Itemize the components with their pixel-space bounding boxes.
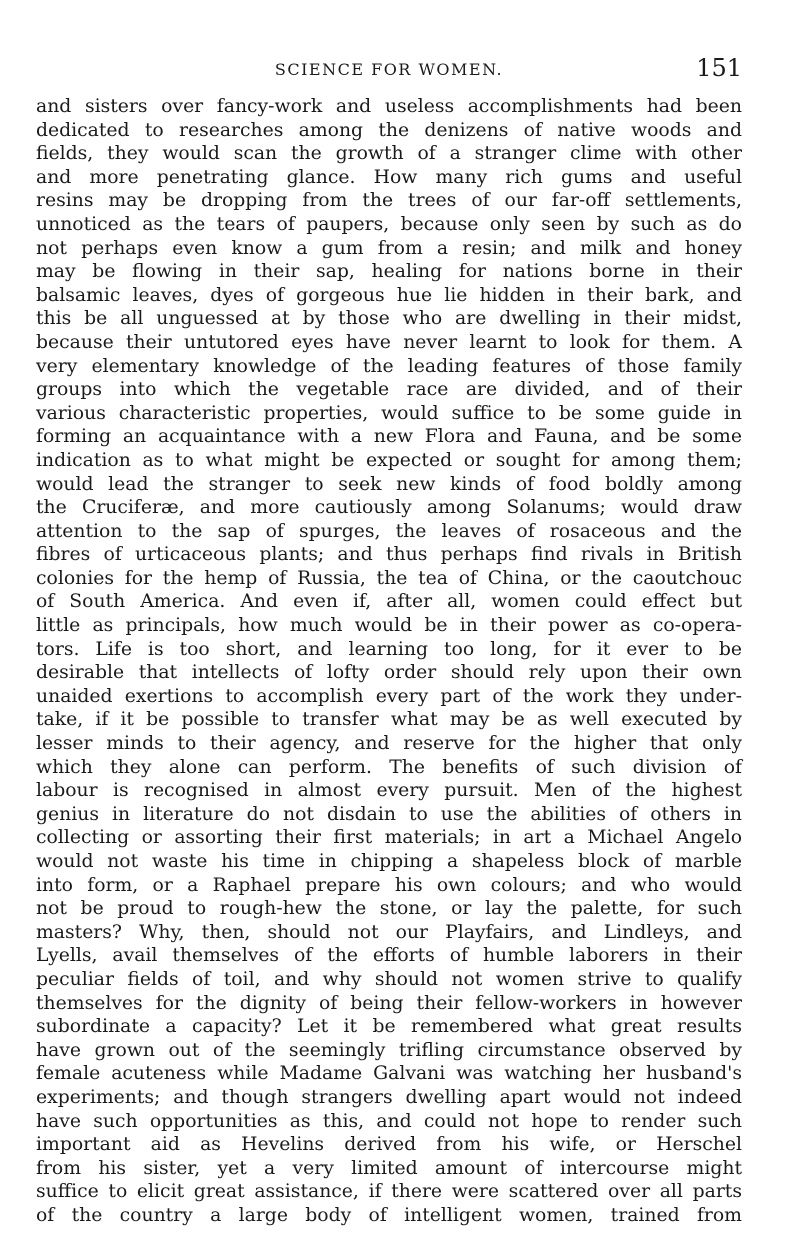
- text-line: because their untutored eyes have never learnt to look for them. A: [36, 331, 742, 353]
- text-line: fields, they would scan the growth of a stranger clime with other: [36, 143, 742, 165]
- text-line: genius in literature do not disdain to use the abilities of others in: [36, 803, 742, 825]
- text-line: important aid as Hevelins derived from his wife, or Herschel: [36, 1134, 742, 1156]
- text-line: resins may be dropping from the trees of our far-off settlements,: [36, 190, 742, 212]
- text-line: this be all unguessed at by those who are dwelling in their midst,: [36, 308, 742, 330]
- text-line: may be flowing in their sap, healing for nations borne in their: [36, 261, 742, 283]
- text-line: forming an acquaintance with a new Flora and Fauna, and be some: [36, 426, 742, 448]
- text-line: of South America. And even if, after all, women could effect but: [36, 591, 742, 613]
- text-line: little as principals, how much would be in their power as co-opera-: [36, 615, 742, 637]
- text-line: collecting or assorting their first materials; in art a Michael Angelo: [36, 827, 742, 849]
- text-line: masters? Why, then, should not our Playfairs, and Lindleys, and: [36, 921, 742, 943]
- text-line: Lyells, avail themselves of the efforts of humble laborers in their: [36, 945, 742, 967]
- text-line: take, if it be possible to transfer what may be as well executed by: [36, 709, 742, 731]
- text-line: and more penetrating glance. How many rich gums and useful: [36, 166, 742, 188]
- running-title: SCIENCE FOR WOMEN.: [274, 60, 504, 79]
- text-line: the Cruciferæ, and more cautiously among Solanums; would draw: [36, 497, 742, 519]
- text-line: fibres of urticaceous plants; and thus perhaps find rivals in British: [36, 544, 742, 566]
- text-line: have such opportunities as this, and could not hope to render such: [36, 1110, 742, 1132]
- text-line: unnoticed as the tears of paupers, because only seen by such as do: [36, 213, 742, 235]
- text-line: indication as to what might be expected or sought for among them;: [36, 449, 742, 471]
- text-line: not perhaps even know a gum from a resin; and milk and honey: [36, 237, 742, 259]
- text-line: various characteristic properties, would suffice to be some guide in: [36, 402, 742, 424]
- text-line: experiments; and though strangers dwelling apart would not indeed: [36, 1086, 742, 1108]
- text-line: balsamic leaves, dyes of gorgeous hue lie hidden in their bark, and: [36, 284, 742, 306]
- text-line: colonies for the hemp of Russia, the tea of China, or the caoutchouc: [36, 567, 742, 589]
- text-line: dedicated to researches among the denizens of native woods and: [36, 119, 742, 141]
- text-line: attention to the sap of spurges, the leaves of rosaceous and the: [36, 520, 742, 542]
- page-number: 151: [696, 54, 742, 82]
- text-line: and sisters over fancy-work and useless accomplishments had been: [36, 96, 742, 117]
- text-line: would not waste his time in chipping a shapeless block of marble: [36, 851, 742, 872]
- text-line: into form, or a Raphael prepare his own colours; and who would: [36, 874, 742, 896]
- text-line: desirable that intellects of lofty order should rely upon their own: [36, 662, 742, 684]
- text-line: not be proud to rough-hew the stone, or lay the palette, for such: [36, 898, 742, 920]
- text-line: suffice to elicit great assistance, if there were scattered over all parts: [36, 1181, 742, 1203]
- text-line: lesser minds to their agency, and reserve for the higher that only: [36, 733, 742, 755]
- text-line: themselves for the dignity of being their fellow-workers in however: [36, 992, 742, 1014]
- text-line: of the country a large body of intelligent women, trained from: [36, 1204, 742, 1226]
- text-line: very elementary knowledge of the leading features of those family: [36, 355, 742, 377]
- text-line: from his sister, yet a very limited amount of intercourse might: [36, 1157, 742, 1179]
- text-line: which they alone can perform. The benefits of such division of: [36, 756, 742, 778]
- running-header: [36, 54, 742, 86]
- text-line: labour is recognised in almost every pursuit. Men of the highest: [36, 780, 742, 802]
- text-line: have grown out of the seemingly trifling circumstance observed by: [36, 1039, 742, 1061]
- text-line: groups into which the vegetable race are divided, and of their: [36, 379, 742, 401]
- text-line: unaided exertions to accomplish every part of the work they under-: [36, 685, 742, 707]
- text-line: peculiar fields of toil, and why should not women strive to qualify: [36, 968, 742, 990]
- text-line: would lead the stranger to seek new kinds of food boldly among: [36, 473, 742, 495]
- text-line: subordinate a capacity? Let it be remembered what great results: [36, 1016, 742, 1038]
- text-line: tors. Life is too short, and learning too long, for it ever to be: [36, 638, 742, 660]
- text-line: female acuteness while Madame Galvani was watching her husband's: [36, 1063, 742, 1085]
- body-text: [36, 95, 742, 1228]
